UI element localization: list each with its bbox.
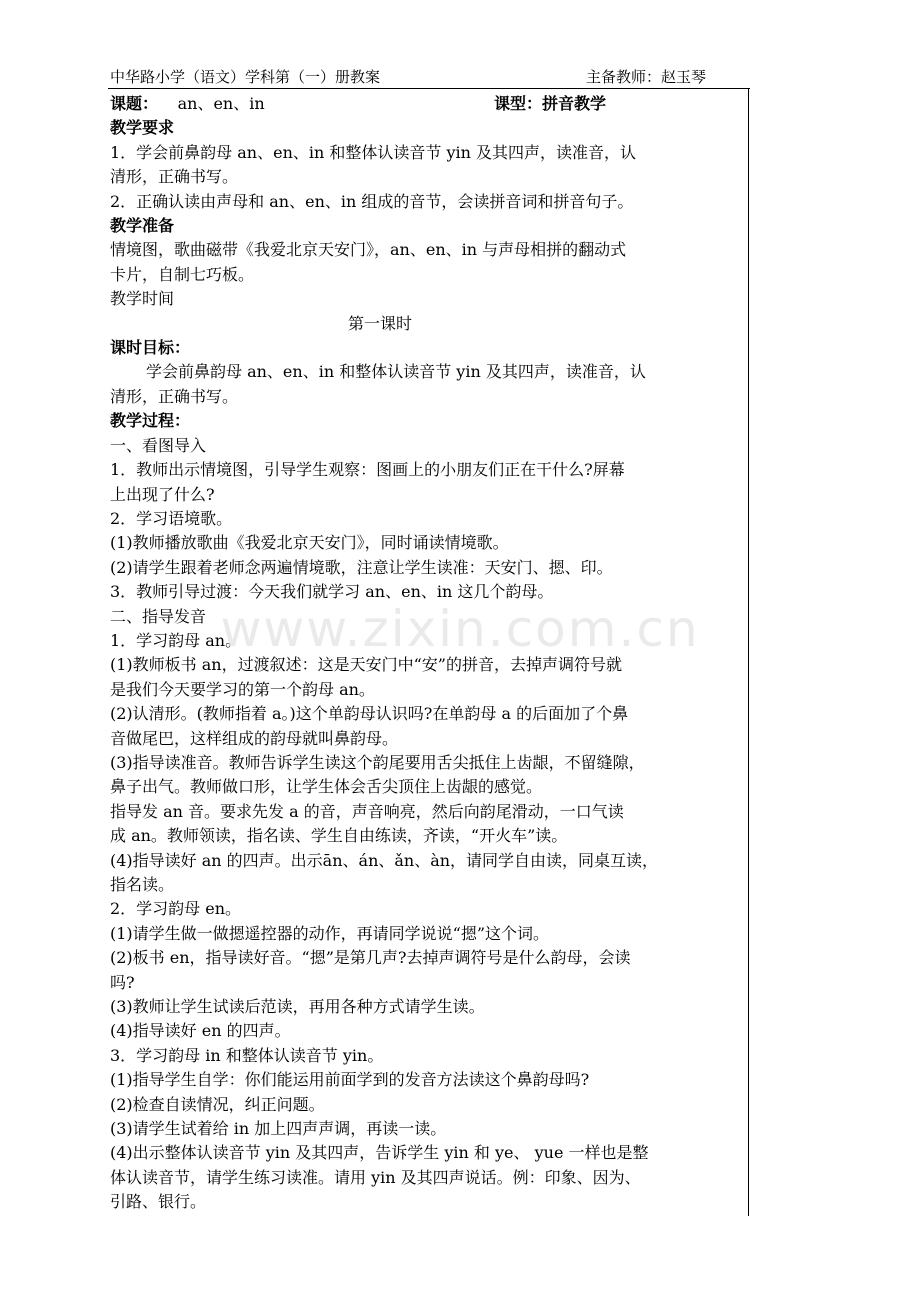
- text-line: 吗?: [110, 972, 135, 992]
- text-line: 一、看图导入: [110, 435, 207, 455]
- text-line: (2)认清形。(教师指着 a。)这个单韵母认识吗?在单韵母 a 的后面加了个鼻: [110, 704, 629, 724]
- lesson-lines: [110, 116, 710, 1214]
- text-line: 学会前鼻韵母 an、en、in 和整体认读音节 yin 及其四声，读准音，认: [146, 362, 646, 382]
- text-line: 1．学习韵母 an。: [110, 630, 242, 650]
- header-divider: [108, 88, 750, 89]
- lesson-type: 课型：拼音教学: [494, 94, 607, 113]
- text-line: 1．学会前鼻韵母 an、en、in 和整体认读音节 yin 及其四声，读准音，认: [110, 142, 637, 162]
- text-line: 2．正确认读由声母和 an、en、in 组成的音节，会读拼音词和拼音句子。: [110, 191, 634, 211]
- text-line: 2．学习语境歌。: [110, 508, 233, 528]
- text-line: (2)板书 en，指导读好音。“摁”是第几声?去掉声调符号是什么韵母，会读: [110, 948, 631, 968]
- text-line: 体认读音节，请学生练习读准。请用 yin 及其四声说话。例：印象、因为、: [110, 1167, 641, 1187]
- topic-label: 课题：: [110, 94, 159, 113]
- text-line: (4)指导读好 en 的四声。: [110, 1021, 291, 1041]
- section-heading: 教学过程：: [110, 411, 191, 431]
- text-line: 1．教师出示情境图，引导学生观察：图画上的小朋友们正在干什么?屏幕: [110, 460, 625, 480]
- text-line: (3)请学生试着给 in 加上四声声调，再读一读。: [110, 1119, 447, 1139]
- text-line: 音做尾巴，这样组成的韵母就叫鼻韵母。: [110, 728, 399, 748]
- text-line: 清形，正确书写。: [110, 167, 239, 187]
- section-heading: 课时目标：: [110, 338, 191, 358]
- text-line: 3．学习韵母 in 和整体认读音节 yin。: [110, 1045, 384, 1065]
- text-line: 卡片，自制七巧板。: [110, 264, 255, 284]
- text-line: 教学时间: [110, 289, 175, 309]
- text-line: (1)教师播放歌曲《我爱北京天安门》，同时诵读情境歌。: [110, 533, 509, 553]
- text-line: (2)检查自读情况，纠正问题。: [110, 1094, 325, 1114]
- text-line: 2．学习韵母 en。: [110, 899, 242, 919]
- text-line: 清形，正确书写。: [110, 386, 239, 406]
- text-line: (3)指导读准音。教师告诉学生读这个韵尾要用舌尖抵住上齿龈，不留缝隙，: [110, 752, 645, 772]
- text-line: 第一课时: [347, 313, 412, 333]
- text-line: 鼻子出气。教师做口形，让学生体会舌尖顶住上齿龈的感觉。: [110, 777, 543, 797]
- header-school-title: 中华路小学（语文）学科第（一）册教案: [110, 68, 381, 86]
- text-line: (1)请学生做一做摁遥控器的动作，再请同学说说“摁”这个词。: [110, 923, 550, 943]
- topic-value: an、en、in: [177, 94, 265, 113]
- text-line: 3．教师引导过渡：今天我们就学习 an、en、in 这几个韵母。: [110, 582, 554, 602]
- section-heading: 教学准备: [110, 216, 175, 236]
- text-line: (1)指导学生自学：你们能运用前面学到的发音方法读这个鼻韵母吗?: [110, 1070, 590, 1090]
- text-line: 指导发 an 音。要求先发 a 的音，声音响亮，然后向韵尾滑动，一口气读: [110, 801, 624, 821]
- header-teacher: 主备教师：赵玉琴: [586, 68, 707, 86]
- text-line: 上出现了什么?: [110, 484, 215, 504]
- text-line: 引路、银行。: [110, 1192, 207, 1212]
- text-line: (2)请学生跟着老师念两遍情境歌，注意让学生读准：天安门、摁、印。: [110, 557, 613, 577]
- text-line: 情境图，歌曲磁带《我爱北京天安门》，an、en、in 与声母相拼的翻动式: [110, 240, 627, 260]
- watermark: www.zixin.com.cn: [220, 600, 700, 658]
- text-line: 指名读。: [110, 875, 175, 894]
- text-line: (3)教师让学生试读后范读，再用各种方式请学生读。: [110, 997, 485, 1017]
- text-line: 二、指导发音: [110, 606, 207, 626]
- section-heading: 教学要求: [110, 118, 175, 138]
- text-line: 成 an。教师领读，指名读、学生自由练读，齐读，“开火车”读。: [110, 826, 568, 846]
- text-line: (4)指导读好 an 的四声。出示ān、án、ǎn、àn，请同学自由读，同桌互读，: [110, 850, 659, 870]
- text-line: 是我们今天要学习的第一个韵母 an。: [110, 679, 375, 699]
- text-line: (1)教师板书 an，过渡叙述：这是天安门中“安”的拼音，去掉声调符号就: [110, 655, 622, 675]
- text-line: (4)出示整体认读音节 yin 及其四声，告诉学生 yin 和 ye、 yue 一样也是整: [110, 1143, 649, 1163]
- lesson-topic-row: [110, 92, 710, 116]
